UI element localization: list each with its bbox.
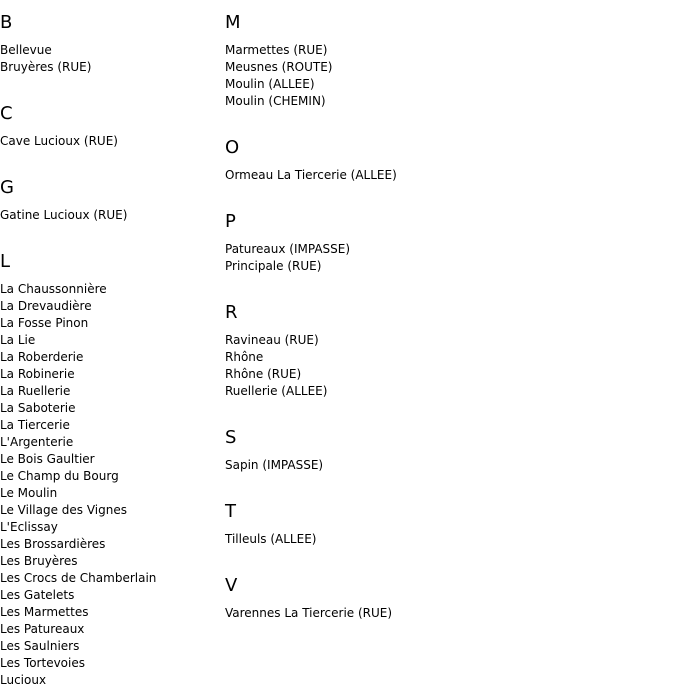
street-list [0, 207, 127, 224]
street-list [225, 457, 323, 474]
letter-group-b [0, 12, 91, 76]
letter-heading: R [225, 302, 238, 323]
street-list [0, 133, 118, 150]
street-name[interactable]: Les Saulniers [0, 639, 80, 653]
street-list [225, 332, 327, 400]
letter-group-o [225, 137, 397, 184]
letter-heading: O [225, 137, 240, 158]
street-name[interactable]: La Fosse Pinon [0, 316, 89, 330]
street-name[interactable]: Les Bruyères [0, 554, 78, 568]
street-name[interactable]: Meusnes (ROUTE) [225, 60, 333, 74]
street-name[interactable]: Marmettes (RUE) [225, 43, 328, 57]
street-name[interactable]: Principale (RUE) [225, 259, 322, 273]
street-name[interactable]: Bellevue [0, 43, 52, 57]
street-name[interactable]: Moulin (CHEMIN) [225, 94, 326, 108]
street-name[interactable]: L'Argenterie [0, 435, 74, 449]
street-name[interactable]: La Tiercerie [0, 418, 70, 432]
street-name[interactable]: Gatine Lucioux (RUE) [0, 208, 128, 222]
street-name[interactable]: Les Crocs de Chamberlain [0, 571, 157, 585]
street-list [225, 531, 316, 548]
street-name[interactable]: Les Tortevoies [0, 656, 85, 670]
street-name[interactable]: Cave Lucioux (RUE) [0, 134, 118, 148]
street-name[interactable]: Rhône [225, 350, 264, 364]
letter-group-c [0, 103, 118, 150]
letter-group-m [225, 12, 333, 110]
street-name[interactable]: Lucioux [0, 673, 47, 687]
street-name[interactable]: Le Village des Vignes [0, 503, 127, 517]
street-name[interactable]: Ravineau (RUE) [225, 333, 319, 347]
street-name[interactable]: Moulin (ALLEE) [225, 77, 315, 91]
letter-heading: V [225, 575, 238, 596]
street-name[interactable]: Le Bois Gaultier [0, 452, 95, 466]
letter-heading: C [0, 103, 13, 124]
letter-group-r [225, 302, 327, 400]
street-name[interactable]: L'Eclissay [0, 520, 58, 534]
street-name[interactable]: Ormeau La Tiercerie (ALLEE) [225, 168, 397, 182]
street-name[interactable]: Le Champ du Bourg [0, 469, 119, 483]
street-name[interactable]: Les Brossardières [0, 537, 106, 551]
street-list [0, 281, 156, 689]
letter-group-p [225, 211, 350, 275]
street-name[interactable]: La Robinerie [0, 367, 75, 381]
street-name[interactable]: La Lie [0, 333, 36, 347]
letter-heading: G [0, 177, 14, 198]
letter-group-t [225, 501, 316, 548]
letter-group-g [0, 177, 127, 224]
street-list [225, 241, 350, 275]
street-name[interactable]: Les Patureaux [0, 622, 85, 636]
street-name[interactable]: Les Marmettes [0, 605, 89, 619]
street-list [225, 42, 333, 110]
street-name[interactable]: Bruyères (RUE) [0, 60, 92, 74]
street-name[interactable]: Varennes La Tiercerie (RUE) [225, 606, 393, 620]
street-name[interactable]: Le Moulin [0, 486, 58, 500]
letter-heading: B [0, 12, 13, 33]
letter-heading: M [225, 12, 241, 33]
street-name[interactable]: Les Gatelets [0, 588, 75, 602]
street-name[interactable]: Sapin (IMPASSE) [225, 458, 324, 472]
letter-heading: T [225, 501, 236, 522]
letter-heading: S [225, 427, 237, 448]
street-name[interactable]: La Roberderie [0, 350, 84, 364]
letter-group-s [225, 427, 323, 474]
street-list [225, 605, 392, 622]
letter-heading: L [0, 251, 11, 272]
street-name[interactable]: La Drevaudière [0, 299, 92, 313]
letter-group-l [0, 251, 156, 689]
street-list [0, 42, 91, 76]
street-name[interactable]: Ruellerie (ALLEE) [225, 384, 328, 398]
letter-group-v [225, 575, 392, 622]
street-name[interactable]: Patureaux (IMPASSE) [225, 242, 351, 256]
street-list [225, 167, 397, 184]
street-name[interactable]: Rhône (RUE) [225, 367, 302, 381]
street-name[interactable]: Tilleuls (ALLEE) [225, 532, 317, 546]
letter-heading: P [225, 211, 236, 232]
street-name[interactable]: La Saboterie [0, 401, 76, 415]
street-name[interactable]: La Chaussonnière [0, 282, 107, 296]
street-name[interactable]: La Ruellerie [0, 384, 71, 398]
